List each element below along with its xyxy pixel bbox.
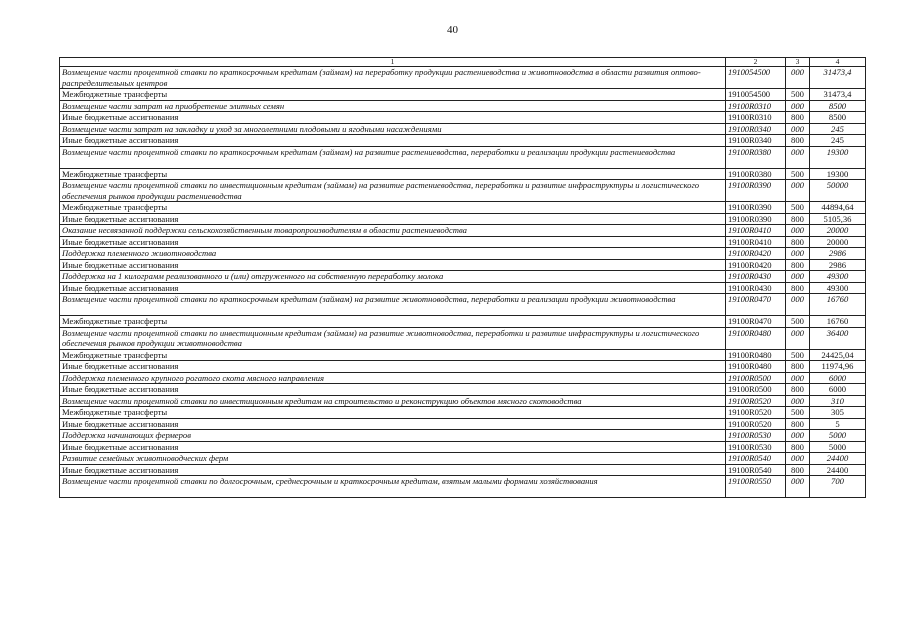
cell-type: 000 [786,476,810,498]
cell-type: 800 [786,418,810,430]
cell-name: Возмещение части процентной ставки по долгосрочным, среднесрочным и краткосрочным кредитам, взятым малыми формами хозяйствования [60,476,726,498]
cell-type: 800 [786,361,810,373]
table-row [60,316,866,328]
cell-code: 19100R0420 [726,248,786,260]
cell-amount: 24425,04 [810,349,866,361]
cell-name: Поддержка племенного животноводства [60,248,726,260]
cell-code: 19100R0480 [726,327,786,349]
cell-code: 19100R0410 [726,236,786,248]
cell-name: Межбюджетные трансферты [60,316,726,328]
cell-type: 000 [786,146,810,168]
cell-type: 500 [786,407,810,419]
cell-code: 19100R0470 [726,316,786,328]
cell-code: 19100R0550 [726,476,786,498]
cell-code: 19100R0520 [726,395,786,407]
cell-amount: 2986 [810,248,866,260]
cell-code: 19100R0520 [726,407,786,419]
cell-name: Иные бюджетные ассигнования [60,135,726,147]
cell-type: 500 [786,316,810,328]
cell-code: 19100R0470 [726,294,786,316]
cell-code: 19100R0310 [726,112,786,124]
cell-name: Возмещение части процентной ставки по инвестиционным кредитам (займам) на развитие животноводства, переработки и развитие инфраструктуры и логистического обеспечения рынков продукции животноводства [60,327,726,349]
cell-name: Иные бюджетные ассигнования [60,441,726,453]
cell-code: 19100R0410 [726,225,786,237]
cell-amount: 24400 [810,453,866,465]
cell-name: Межбюджетные трансферты [60,202,726,214]
cell-amount: 49300 [810,271,866,283]
cell-code: 19100R0540 [726,464,786,476]
cell-code: 19100R0380 [726,168,786,180]
cell-name: Развитие семейных животноводческих ферм [60,453,726,465]
cell-amount: 2986 [810,259,866,271]
cell-type: 800 [786,464,810,476]
cell-code: 19100R0390 [726,202,786,214]
cell-type: 000 [786,453,810,465]
cell-name: Возмещение части затрат на приобретение элитных семян [60,100,726,112]
cell-code: 19100R0540 [726,453,786,465]
table-row [60,135,866,147]
cell-name: Возмещение части процентной ставки по краткосрочным кредитам (займам) на переработку продукции растениеводства и животноводства в области развития оптово-распределительных центров [60,67,726,89]
cell-amount: 700 [810,476,866,498]
table-row [60,271,866,283]
cell-code: 19100R0500 [726,384,786,396]
cell-name: Межбюджетные трансферты [60,349,726,361]
cell-code: 1910054500 [726,89,786,101]
header-col-code: 2 [726,58,786,67]
cell-amount: 50000 [810,180,866,202]
budget-table [59,57,866,498]
table-row [60,236,866,248]
cell-type: 000 [786,294,810,316]
cell-name: Межбюджетные трансферты [60,89,726,101]
cell-name: Возмещение части процентной ставки по инвестиционным кредитам на строительство и реконструкцию объектов мясного скотоводства [60,395,726,407]
cell-name: Поддержка начинающих фермеров [60,430,726,442]
cell-type: 800 [786,282,810,294]
cell-name: Возмещение части процентной ставки по инвестиционным кредитам (займам) на развитие растениеводства, переработки и развитие инфраструктуры и логистического обеспечения рынков продукции растениеводства [60,180,726,202]
cell-code: 19100R0530 [726,430,786,442]
cell-amount: 6000 [810,384,866,396]
cell-type: 800 [786,259,810,271]
cell-name: Иные бюджетные ассигнования [60,282,726,294]
table-row [60,180,866,202]
cell-type: 000 [786,248,810,260]
table-row [60,282,866,294]
table-row [60,259,866,271]
table-row [60,67,866,89]
cell-type: 000 [786,327,810,349]
header-col-type: 3 [786,58,810,67]
cell-name: Иные бюджетные ассигнования [60,259,726,271]
cell-amount: 5000 [810,430,866,442]
cell-code: 1910054500 [726,67,786,89]
table-row [60,202,866,214]
cell-type: 500 [786,89,810,101]
cell-amount: 44894,64 [810,202,866,214]
table-row [60,294,866,316]
cell-amount: 36400 [810,327,866,349]
cell-amount: 305 [810,407,866,419]
cell-type: 500 [786,168,810,180]
cell-name: Поддержка племенного крупного рогатого скота мясного направления [60,372,726,384]
cell-type: 000 [786,100,810,112]
cell-amount: 11974,96 [810,361,866,373]
cell-amount: 5 [810,418,866,430]
table-row [60,146,866,168]
cell-amount: 20000 [810,236,866,248]
cell-amount: 19300 [810,146,866,168]
cell-amount: 16760 [810,316,866,328]
table-row [60,100,866,112]
cell-amount: 8500 [810,100,866,112]
cell-code: 19100R0380 [726,146,786,168]
cell-type: 800 [786,213,810,225]
cell-name: Иные бюджетные ассигнования [60,213,726,225]
cell-amount: 24400 [810,464,866,476]
cell-code: 19100R0500 [726,372,786,384]
table-row [60,384,866,396]
cell-name: Возмещение части процентной ставки по краткосрочным кредитам (займам) на развитие растениеводства, переработки и реализации продукции растениеводства [60,146,726,168]
cell-code: 19100R0430 [726,282,786,294]
table-row [60,476,866,498]
cell-type: 000 [786,372,810,384]
table-row [60,372,866,384]
cell-code: 19100R0310 [726,100,786,112]
table-row [60,112,866,124]
cell-code: 19100R0480 [726,361,786,373]
table-row [60,213,866,225]
table-row [60,418,866,430]
header-row [60,58,866,67]
cell-name: Межбюджетные трансферты [60,407,726,419]
cell-name: Иные бюджетные ассигнования [60,384,726,396]
cell-name: Возмещение части затрат на закладку и уход за многолетними плодовыми и ягодными насаждениями [60,123,726,135]
header-col-amount: 4 [810,58,866,67]
cell-name: Межбюджетные трансферты [60,168,726,180]
table-row [60,89,866,101]
cell-amount: 5000 [810,441,866,453]
cell-code: 19100R0530 [726,441,786,453]
table-row [60,361,866,373]
cell-type: 800 [786,112,810,124]
cell-name: Иные бюджетные ассигнования [60,112,726,124]
cell-code: 19100R0340 [726,135,786,147]
cell-amount: 49300 [810,282,866,294]
page-number: 40 [447,24,458,36]
cell-amount: 5105,36 [810,213,866,225]
table-body [60,67,866,498]
table-row [60,168,866,180]
table-row [60,349,866,361]
cell-amount: 245 [810,135,866,147]
cell-type: 800 [786,135,810,147]
table-row [60,407,866,419]
header-col-name: 1 [60,58,726,67]
cell-name: Иные бюджетные ассигнования [60,464,726,476]
cell-name: Оказание несвязанной поддержки сельскохозяйственным товаропроизводителям в области растениеводства [60,225,726,237]
cell-type: 500 [786,349,810,361]
cell-amount: 31473,4 [810,67,866,89]
table-row [60,453,866,465]
table-row [60,441,866,453]
table-row [60,395,866,407]
cell-type: 800 [786,236,810,248]
cell-code: 19100R0480 [726,349,786,361]
cell-type: 800 [786,384,810,396]
cell-code: 19100R0430 [726,271,786,283]
cell-type: 000 [786,430,810,442]
cell-code: 19100R0390 [726,180,786,202]
cell-code: 19100R0520 [726,418,786,430]
table-row [60,464,866,476]
cell-type: 000 [786,225,810,237]
cell-name: Возмещение части процентной ставки по краткосрочным кредитам (займам) на развитие животноводства, переработки и реализации продукции животноводства [60,294,726,316]
table-row [60,225,866,237]
cell-name: Иные бюджетные ассигнования [60,361,726,373]
table-row [60,248,866,260]
cell-name: Поддержка на 1 килограмм реализованного и (или) отгруженного на собственную переработку молока [60,271,726,283]
cell-type: 500 [786,202,810,214]
cell-code: 19100R0390 [726,213,786,225]
cell-code: 19100R0420 [726,259,786,271]
cell-amount: 31473,4 [810,89,866,101]
cell-type: 000 [786,180,810,202]
cell-amount: 245 [810,123,866,135]
cell-name: Иные бюджетные ассигнования [60,236,726,248]
cell-name: Иные бюджетные ассигнования [60,418,726,430]
cell-type: 000 [786,271,810,283]
cell-type: 000 [786,123,810,135]
cell-amount: 19300 [810,168,866,180]
cell-code: 19100R0340 [726,123,786,135]
cell-amount: 16760 [810,294,866,316]
cell-amount: 8500 [810,112,866,124]
cell-amount: 20000 [810,225,866,237]
cell-type: 000 [786,395,810,407]
cell-amount: 6000 [810,372,866,384]
cell-amount: 310 [810,395,866,407]
cell-type: 000 [786,67,810,89]
cell-type: 800 [786,441,810,453]
table-row [60,123,866,135]
table-row [60,327,866,349]
table-row [60,430,866,442]
